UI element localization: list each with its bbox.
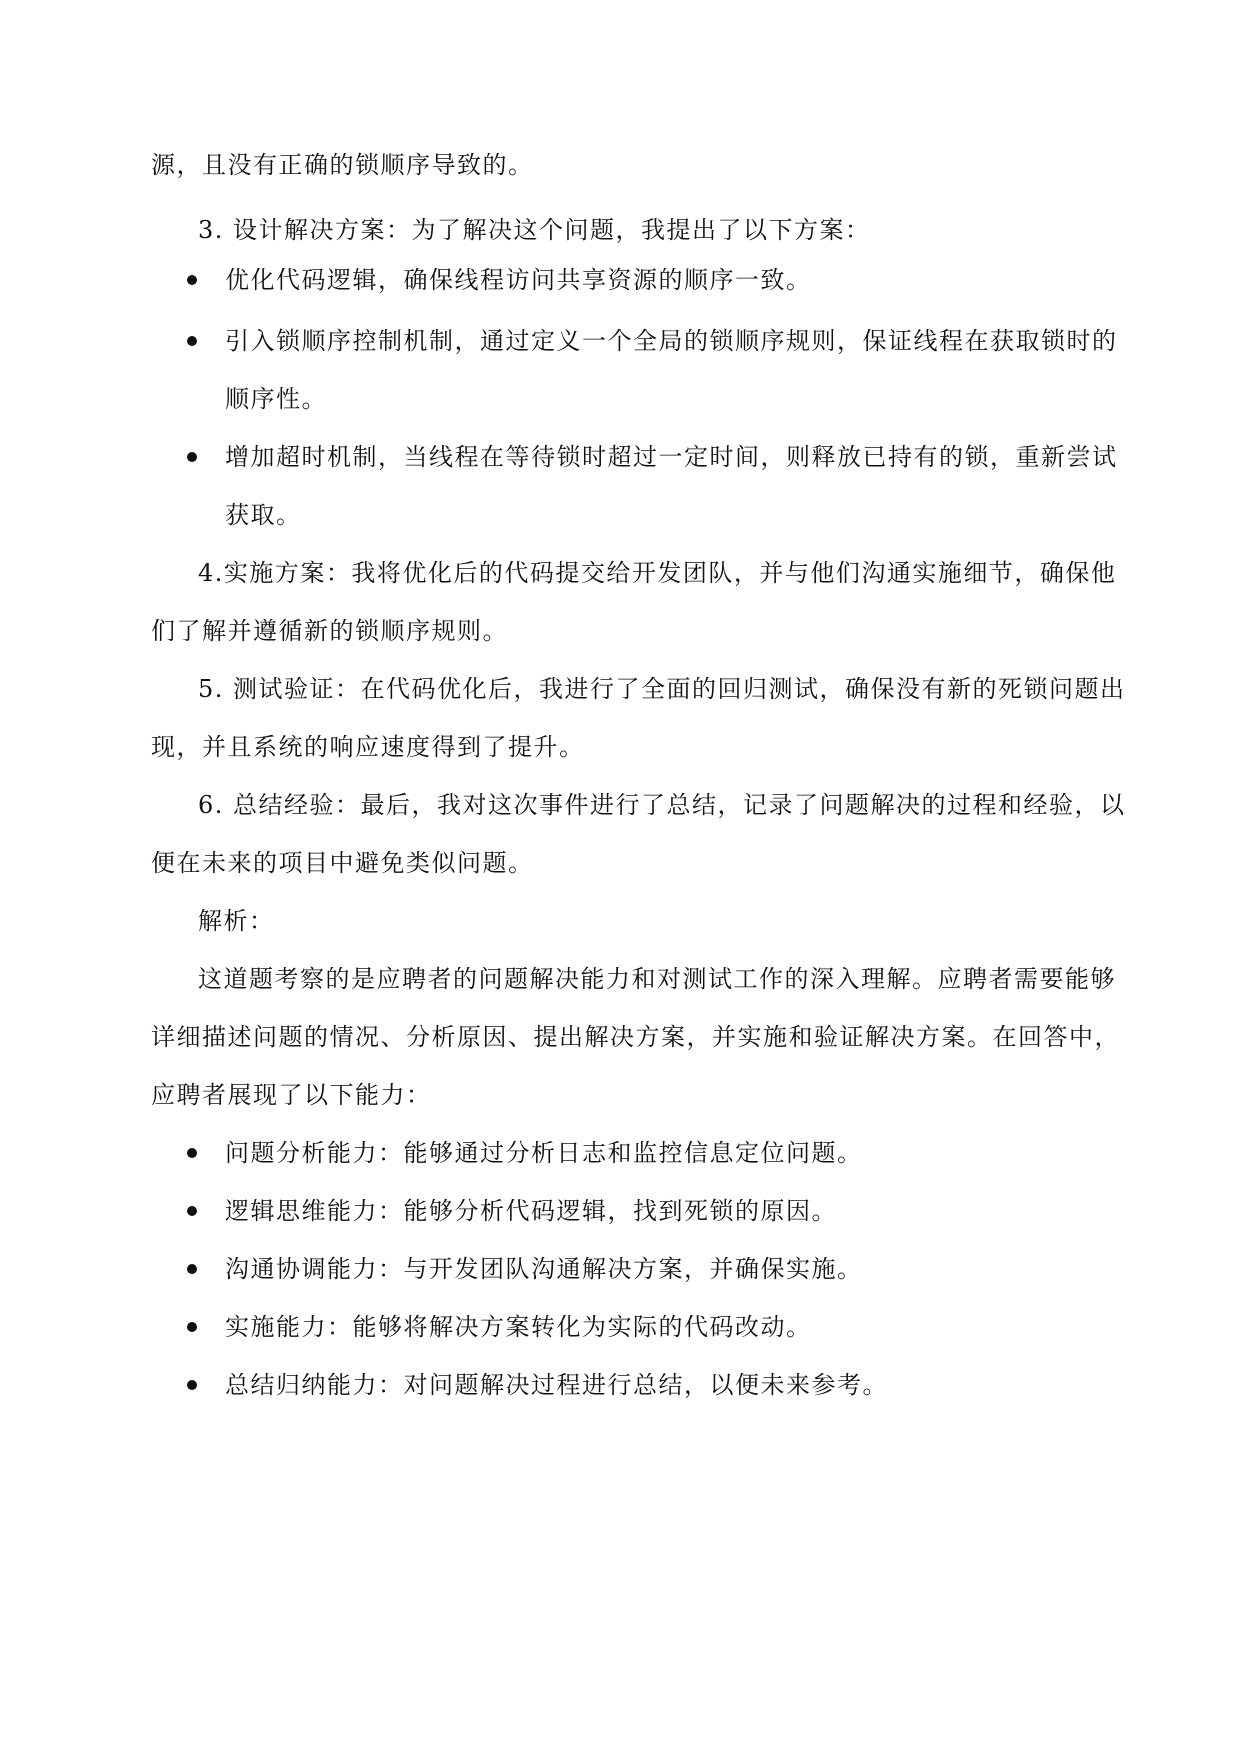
list-item-continuation: 顺序性。 <box>225 385 327 413</box>
list-item: 引入锁顺序控制机制，通过定义一个全局的锁顺序规则，保证线程在获取锁时的 <box>225 327 1118 355</box>
bullet-icon <box>187 1264 197 1274</box>
paragraph-line: 们了解并遵循新的锁顺序规则。 <box>151 617 508 645</box>
bullet-icon <box>187 452 197 462</box>
bullet-icon <box>187 275 197 285</box>
bullet-icon <box>187 1322 197 1332</box>
paragraph-line: 现，并且系统的响应速度得到了提升。 <box>151 733 585 761</box>
analysis-paragraph: 这道题考察的是应聘者的问题解决能力和对测试工作的深入理解。应聘者需要能够 <box>198 965 1116 993</box>
step-3-heading: 3. 设计解决方案：为了解决这个问题，我提出了以下方案： <box>198 216 871 244</box>
step-6-paragraph: 6. 总结经验：最后，我对这次事件进行了总结，记录了问题解决的过程和经验，以 <box>198 791 1126 819</box>
paragraph-line: 应聘者展现了以下能力： <box>151 1081 432 1109</box>
list-item: 沟通协调能力：与开发团队沟通解决方案，并确保实施。 <box>225 1255 863 1283</box>
step-4-paragraph: 4.实施方案：我将优化后的代码提交给开发团队，并与他们沟通实施细节，确保他 <box>198 559 1117 587</box>
list-item: 优化代码逻辑，确保线程访问共享资源的顺序一致。 <box>225 266 812 294</box>
paragraph-line: 详细描述问题的情况、分析原因、提出解决方案，并实施和验证解决方案。在回答中， <box>151 1023 1120 1051</box>
bullet-icon <box>187 336 197 346</box>
list-item: 增加超时机制，当线程在等待锁时超过一定时间，则释放已持有的锁，重新尝试 <box>225 443 1118 471</box>
bullet-icon <box>187 1206 197 1216</box>
list-item: 实施能力：能够将解决方案转化为实际的代码改动。 <box>225 1313 812 1341</box>
paragraph-line: 便在未来的项目中避免类似问题。 <box>151 849 534 877</box>
step-5-paragraph: 5. 测试验证：在代码优化后，我进行了全面的回归测试，确保没有新的死锁问题出 <box>198 675 1126 703</box>
paragraph-line: 源，且没有正确的锁顺序导致的。 <box>151 151 534 179</box>
list-item: 逻辑思维能力：能够分析代码逻辑，找到死锁的原因。 <box>225 1197 837 1225</box>
list-item: 问题分析能力：能够通过分析日志和监控信息定位问题。 <box>225 1139 863 1167</box>
bullet-icon <box>187 1380 197 1390</box>
list-item-continuation: 获取。 <box>225 501 302 529</box>
bullet-icon <box>187 1148 197 1158</box>
list-item: 总结归纳能力：对问题解决过程进行总结，以便未来参考。 <box>225 1371 888 1399</box>
analysis-heading: 解析： <box>198 907 275 935</box>
